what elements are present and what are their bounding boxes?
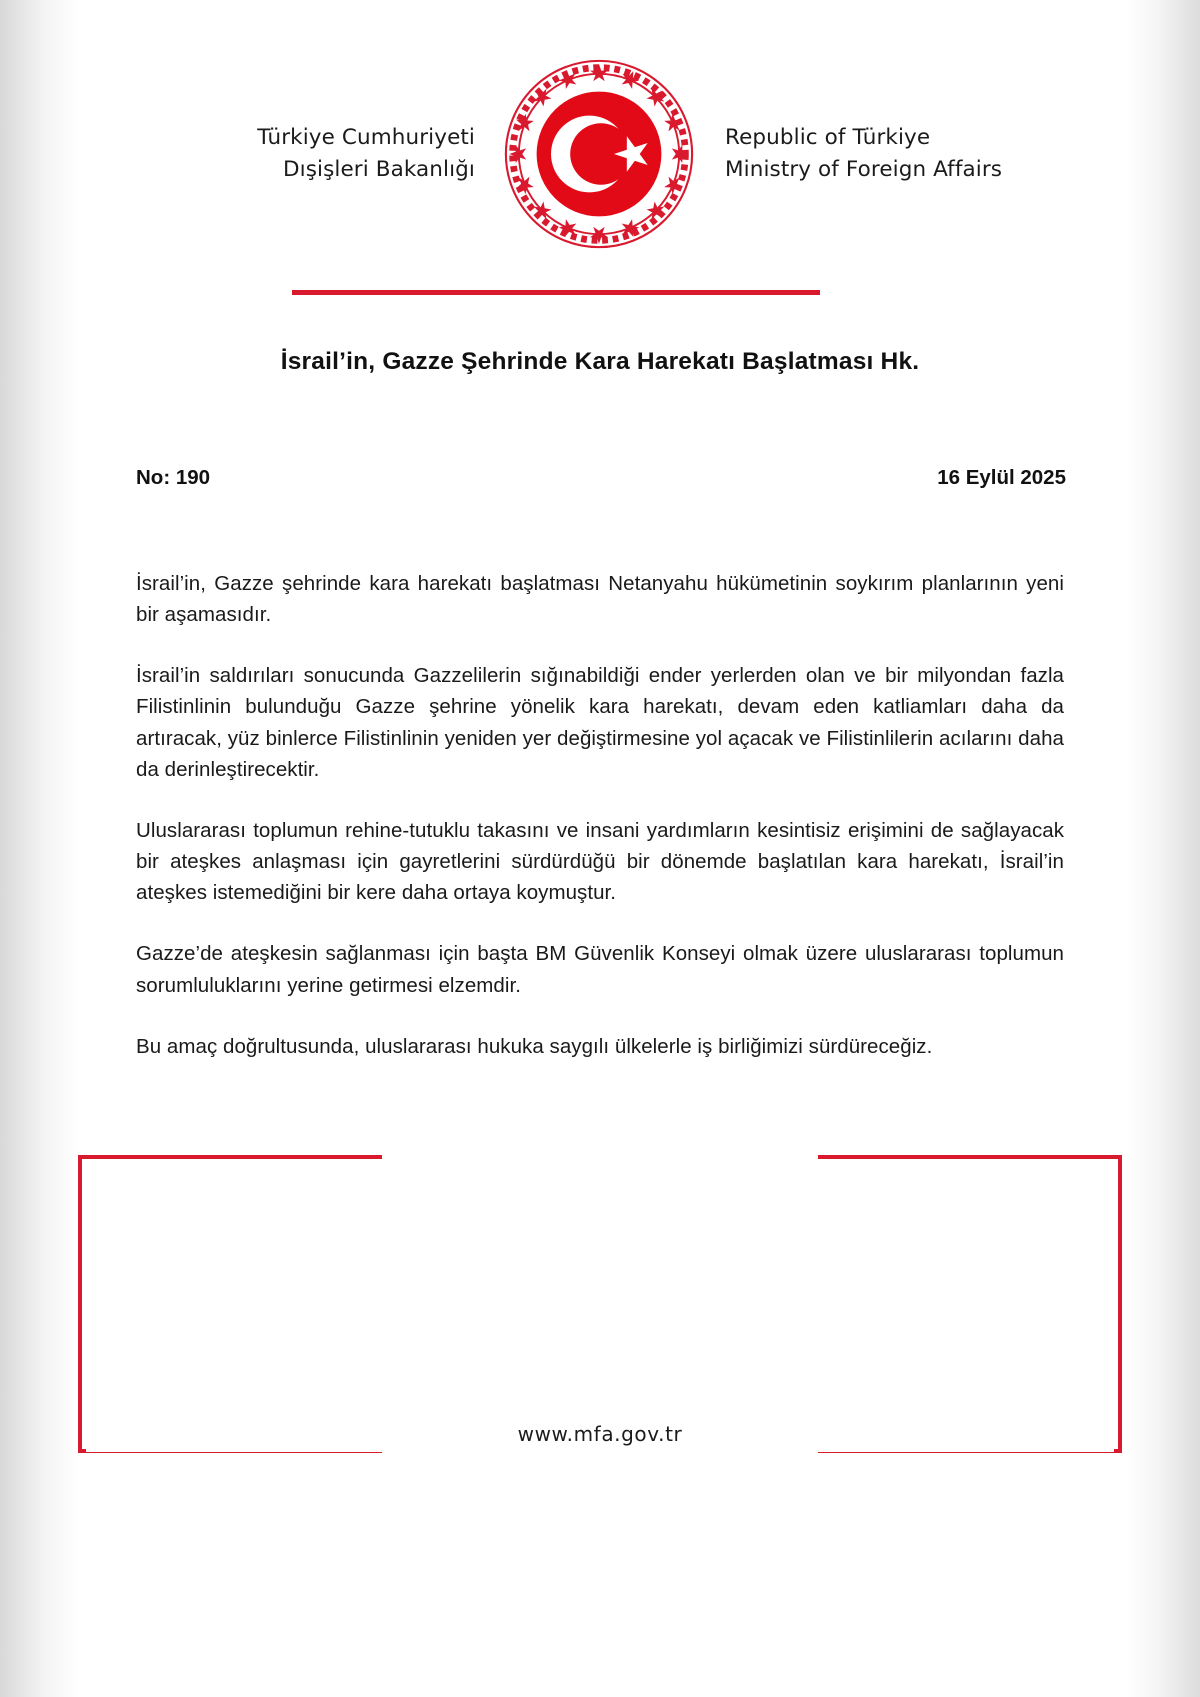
footer-frame-left xyxy=(78,1155,382,1453)
document-meta xyxy=(136,466,1066,490)
paragraph: Bu amaç doğrultusunda, uluslararası hukuka saygılı ülkelerle iş birliğimizi sürdüreceğiz. xyxy=(136,1034,933,1058)
letterhead-english-line1: Republic of Türkiye xyxy=(725,124,931,150)
document-body xyxy=(136,568,1064,1062)
turkish-crescent-star-emblem-icon xyxy=(503,58,695,250)
letterhead-turkish xyxy=(175,122,503,187)
footer-website: www.mfa.gov.tr xyxy=(86,1416,1114,1452)
letterhead xyxy=(86,54,1114,254)
paragraph: İsrail’in, Gazze şehrinde kara harekatı başlatması Netanyahu hükümetinin soykırım planlarının yeni bir aşamasıdır. xyxy=(136,572,1064,627)
document-number: No: 190 xyxy=(136,466,211,489)
header-divider xyxy=(292,290,820,295)
document-sheet xyxy=(86,0,1114,1697)
paragraph: İsrail’in saldırıları sonucunda Gazzelilerin sığınabildiği ender yerlerden olan ve bir milyondan fazla Filistinlinin bulunduğu Gazze şehrine yönelik kara harekatı, devam eden katliamları daha da artıracak, yüz binlerce Filistinlinin yeniden yer değiştirmesine yol açacak ve Filistinlilerin acılarını daha da derinleştirecektir. xyxy=(136,664,1064,781)
letterhead-english xyxy=(695,122,1025,187)
paragraph: Gazze’de ateşkesin sağlanması için başta BM Güvenlik Konseyi olmak üzere uluslararası toplumun sorumluluklarını yerine getirmesi elzemdir. xyxy=(136,942,1064,997)
paragraph: Uluslararası toplumun rehine-tutuklu takasını ve insani yardımların kesintisiz erişimini de sağlayacak bir ateşkes anlaşması için gayretlerini sürdürdüğü bir dönemde başlatılan kara harekatı, İsrail’in ateşkes istemediğini bir kere daha ortaya koymuştur. xyxy=(136,818,1064,905)
document-date: 16 Eylül 2025 xyxy=(937,466,1066,489)
letterhead-english-line2: Ministry of Foreign Affairs xyxy=(725,157,1003,182)
letterhead-turkish-line1: Türkiye Cumhuriyeti xyxy=(257,124,475,150)
footer-frame-right xyxy=(818,1155,1122,1453)
page-title: İsrail’in, Gazze Şehrinde Kara Harekatı Başlatması Hk. xyxy=(280,348,920,375)
letterhead-turkish-line2: Dışişleri Bakanlığı xyxy=(282,157,475,182)
